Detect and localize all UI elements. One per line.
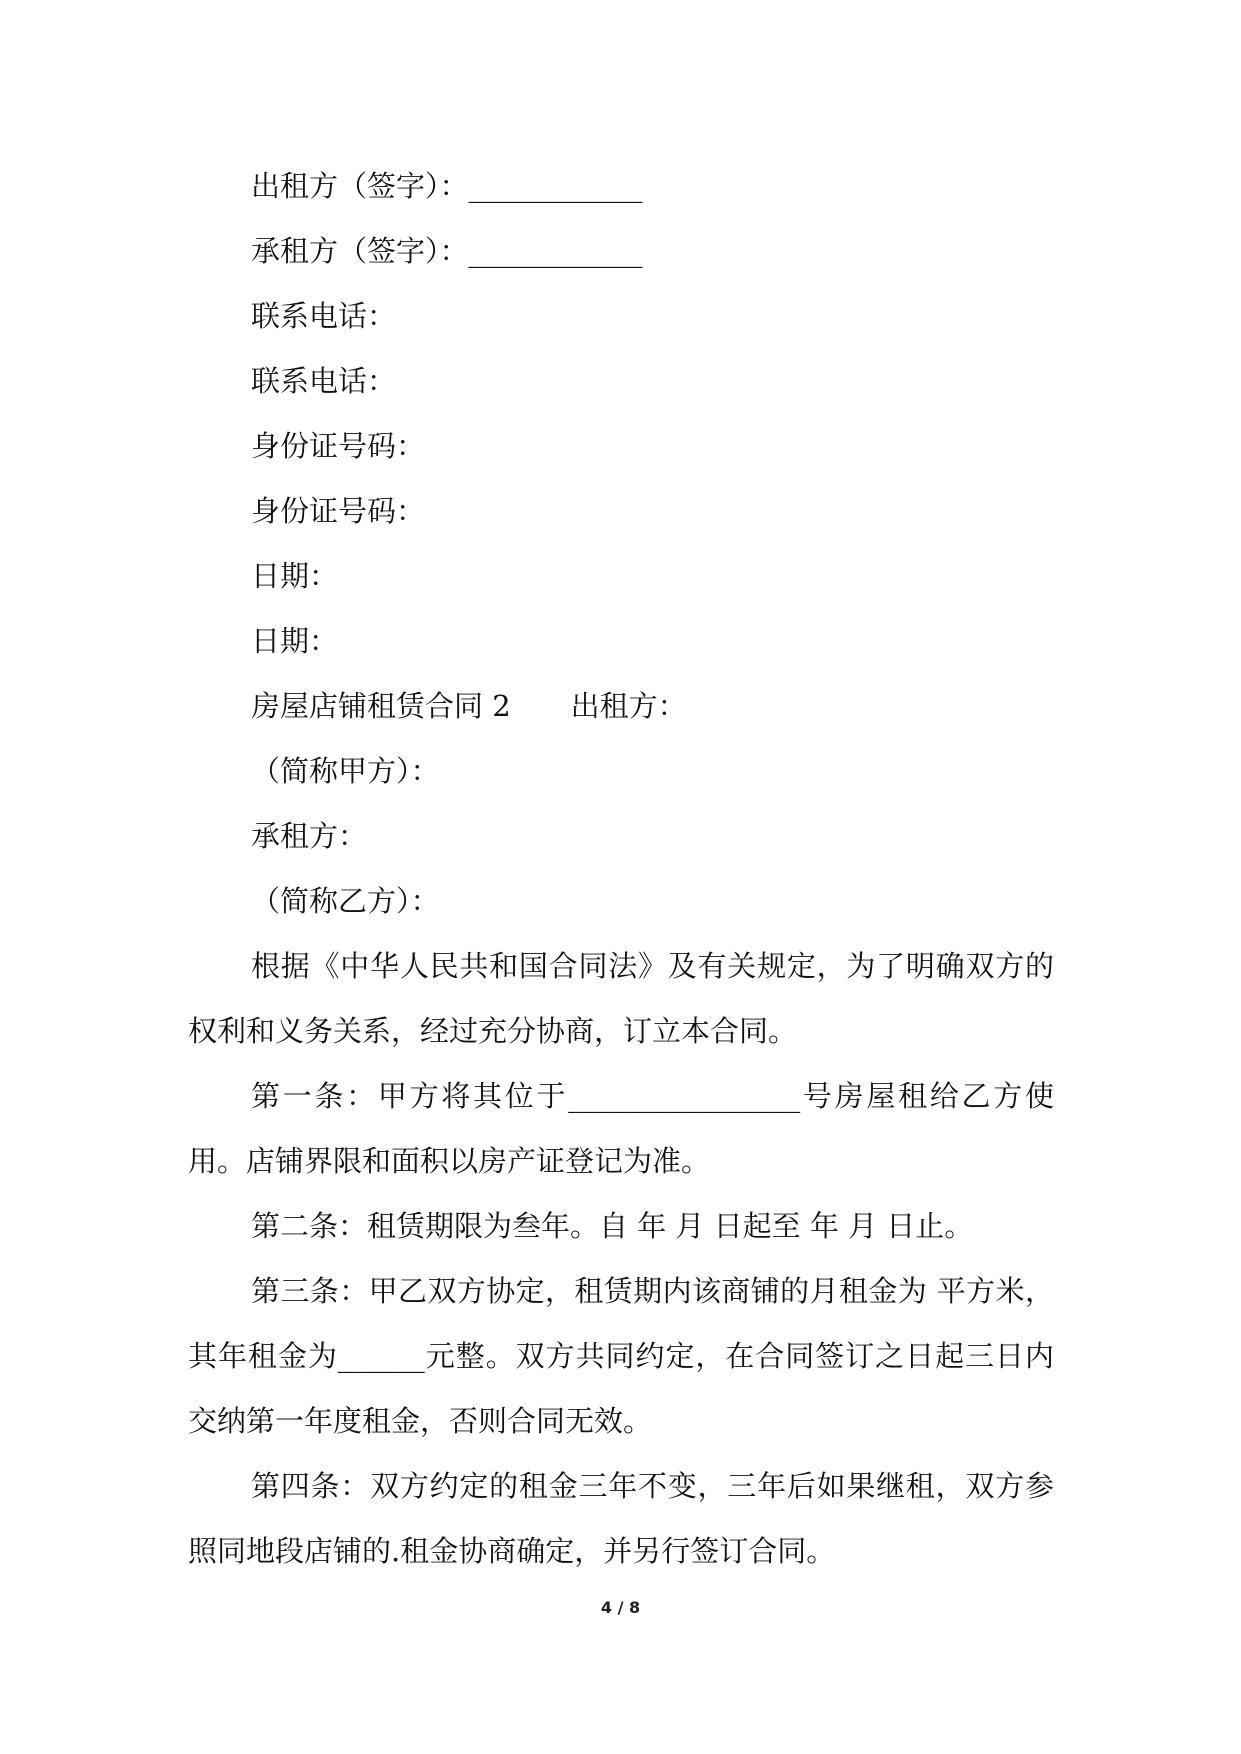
date-line: 日期： [251,559,339,593]
lessee-label-line: 承租方： [251,819,368,853]
id-number-line: 身份证号码： [251,494,426,528]
date-line: 日期： [251,624,339,658]
contract-title-line [188,674,1054,739]
page-number: 4 / 8 [600,1598,641,1617]
contract-heading: 房屋店铺租赁合同 2 [251,689,511,723]
id-number-line: 身份证号码： [251,429,426,463]
lessee-signature-line: 承租方（签字）：____________ [251,234,643,268]
article-4-paragraph: 第四条：双方约定的租金三年不变，三年后如果继租，双方参照同地段店铺的.租金协商确定，并另行签订合同。 [188,1469,1054,1568]
article-3-paragraph: 第三条：甲乙双方协定，租赁期内该商铺的月租金为 平方米，其年租金为______元整。双方共同约定，在合同签订之日起三日内交纳第一年度租金，否则合同无效。 [188,1274,1054,1438]
party-a-abbrev-line: （简称甲方）： [251,754,440,788]
article-1-paragraph: 第一条：甲方将其位于________________号房屋租给乙方使用。店铺界限和面积以房产证登记为准。 [188,1079,1054,1178]
document-body [188,154,1054,1584]
contact-phone-line: 联系电话： [251,299,397,333]
contact-phone-line: 联系电话： [251,364,397,398]
preamble-paragraph: 根据《中华人民共和国合同法》及有关规定，为了明确双方的权利和义务关系，经过充分协商，订立本合同。 [188,949,1054,1048]
lessor-label: 出租方： [570,689,687,723]
article-2-paragraph: 第二条：租赁期限为叁年。自 年 月 日起至 年 月 日止。 [251,1209,974,1243]
lessor-signature-line: 出租方（签字）：____________ [251,169,643,203]
party-b-abbrev-line: （简称乙方）： [251,884,440,918]
